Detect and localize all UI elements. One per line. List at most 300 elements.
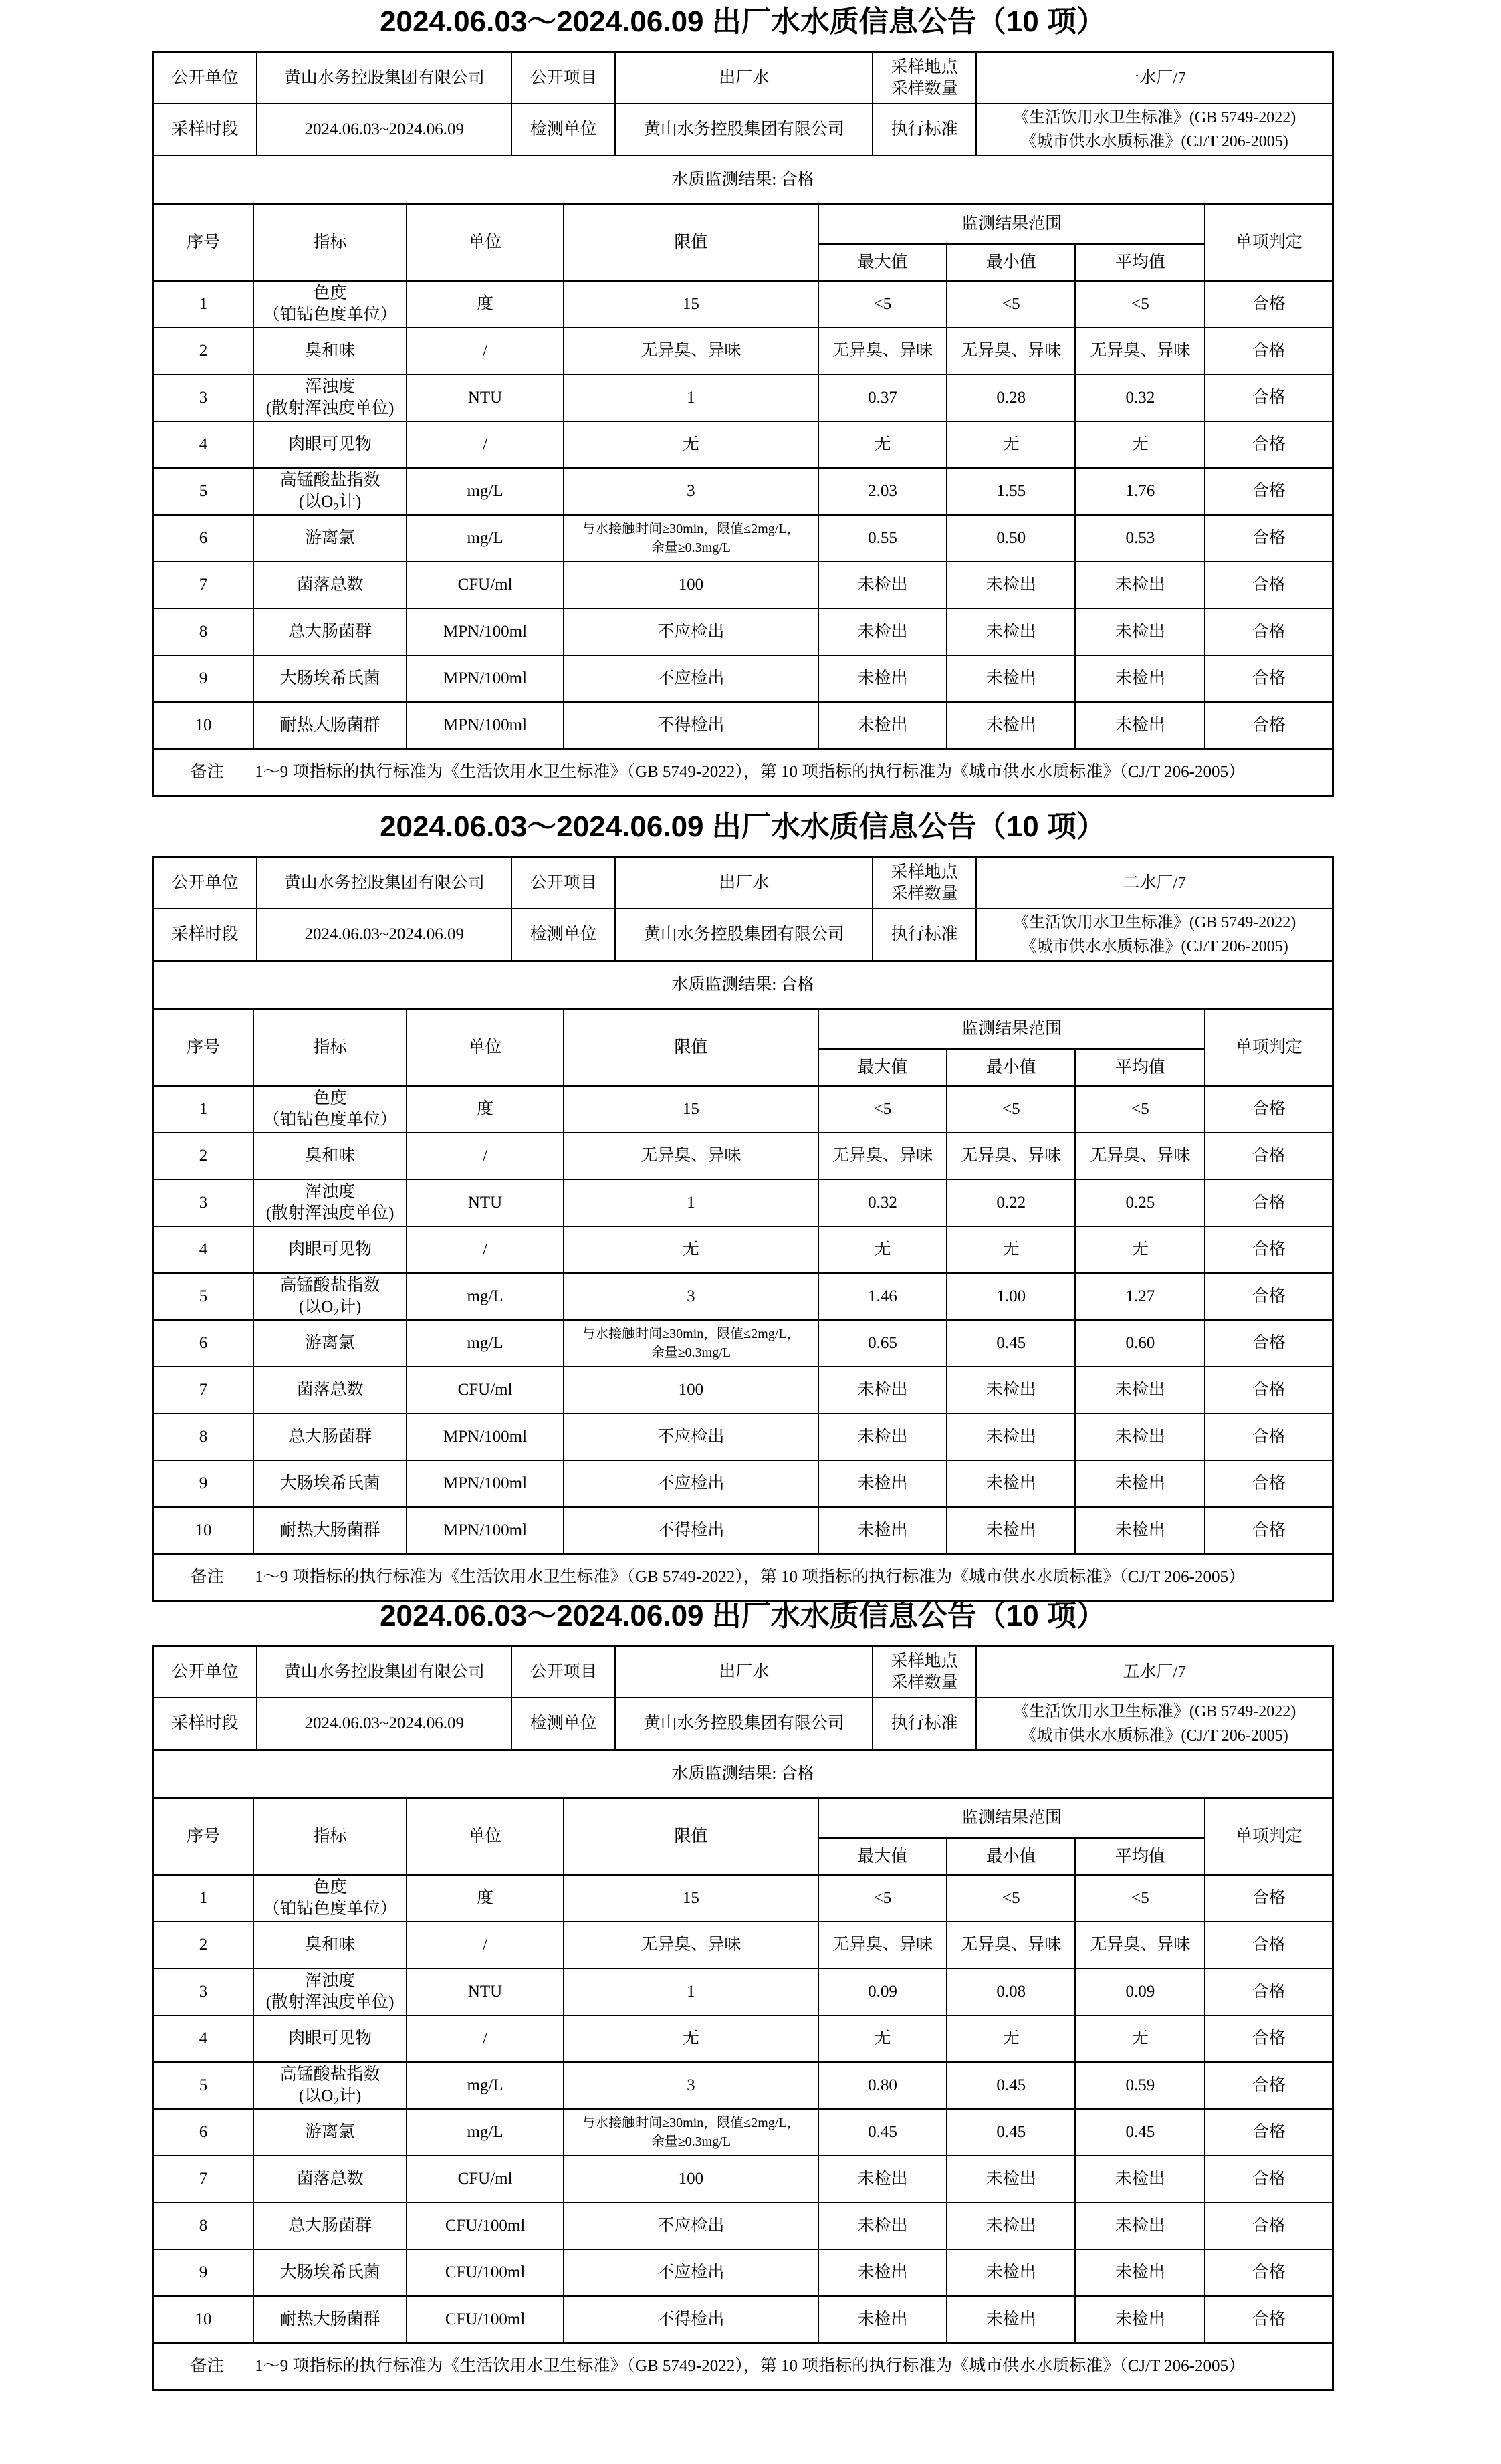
cell-min: 未检出 — [947, 2203, 1075, 2249]
value-public-project: 出厂水 — [615, 52, 873, 104]
cell-avg: 0.09 — [1075, 1969, 1205, 2015]
col-header-limit: 限值 — [564, 204, 818, 281]
cell-max: 未检出 — [818, 1507, 947, 1554]
cell-limit — [564, 1875, 818, 1922]
cell-min: 0.28 — [947, 374, 1075, 421]
cell-verdict: 合格 — [1205, 1273, 1333, 1320]
indicator-line-1: 色度 — [313, 1878, 347, 1896]
cell-no: 10 — [153, 1507, 253, 1554]
cell-no: 8 — [153, 2203, 253, 2249]
indicator-line-1: 游离氯 — [305, 2123, 356, 2141]
table-row — [153, 1414, 1333, 1460]
limit-line-1: 与水接触时间≥30min，限值≤2mg/L， — [582, 522, 800, 536]
remark-text: 1～9 项指标的执行标准为《生活饮用水卫生标准》（GB 5749-2022），第 10 项指标的执行标准为《城市供水水质标准》（CJ/T 206-2005） — [255, 2357, 1245, 2376]
cell-unit: 度 — [407, 1086, 564, 1133]
cell-limit — [564, 2203, 818, 2249]
value-sampling-site-count: 一水厂/7 — [976, 52, 1333, 104]
limit-line-1: 不应检出 — [657, 623, 725, 641]
cell-no: 5 — [153, 468, 253, 515]
cell-indicator — [253, 2109, 407, 2156]
cell-limit — [564, 281, 818, 328]
col-header-unit: 单位 — [407, 204, 564, 281]
cell-verdict: 合格 — [1205, 281, 1333, 328]
cell-verdict: 合格 — [1205, 1875, 1333, 1922]
table-row — [153, 1226, 1333, 1273]
cell-min: <5 — [947, 281, 1075, 328]
cell-limit — [564, 1133, 818, 1180]
water-quality-announcement-block — [152, 1597, 1334, 2391]
cell-limit — [564, 702, 818, 749]
indicator-line-1: 肉眼可见物 — [288, 2029, 372, 2047]
limit-line-1: 无异臭、异味 — [641, 1936, 741, 1954]
cell-no: 6 — [153, 1320, 253, 1367]
result-row — [153, 156, 1333, 204]
cell-no: 9 — [153, 655, 253, 702]
cell-max: 未检出 — [818, 2203, 947, 2249]
cell-indicator — [253, 2296, 407, 2343]
col-header-verdict: 单项判定 — [1205, 1798, 1333, 1875]
remark-cell — [153, 1554, 1333, 1601]
cell-min: 未检出 — [947, 608, 1075, 655]
cell-indicator — [253, 374, 407, 421]
table-row — [153, 2015, 1333, 2062]
cell-min: 0.50 — [947, 515, 1075, 562]
info-table — [152, 51, 1333, 156]
col-header-no: 序号 — [153, 1009, 253, 1086]
indicator-line-1: 浑浊度 — [305, 378, 356, 396]
cell-verdict: 合格 — [1205, 328, 1333, 374]
cell-unit: / — [407, 1226, 564, 1273]
cell-min: 未检出 — [947, 1460, 1075, 1507]
table-row — [153, 1086, 1333, 1133]
cell-unit: MPN/100ml — [407, 1414, 564, 1460]
limit-line-1: 3 — [687, 482, 695, 500]
table-row — [153, 2249, 1333, 2296]
cell-no: 2 — [153, 1133, 253, 1180]
cell-no: 9 — [153, 1460, 253, 1507]
col-header-no: 序号 — [153, 1798, 253, 1875]
cell-max: <5 — [818, 281, 947, 328]
cell-indicator — [253, 1226, 407, 1273]
remark-row — [153, 749, 1333, 796]
info-row-2 — [153, 104, 1333, 156]
col-header-min: 最小值 — [947, 1049, 1075, 1086]
label-test-unit: 检测单位 — [511, 1698, 615, 1750]
cell-limit — [564, 468, 818, 515]
cell-max: 2.03 — [818, 468, 947, 515]
cell-unit: / — [407, 2015, 564, 2062]
cell-verdict: 合格 — [1205, 2109, 1333, 2156]
indicator-line-2: (以O₂计) — [298, 2087, 362, 2105]
cell-indicator — [253, 2203, 407, 2249]
cell-verdict: 合格 — [1205, 2015, 1333, 2062]
col-header-max: 最大值 — [818, 1049, 947, 1086]
quality-table — [152, 203, 1333, 796]
cell-min: 未检出 — [947, 2249, 1075, 2296]
standard-line-2: 《城市供水水质标准》(CJ/T 206-2005) — [1020, 133, 1288, 150]
sampling-site-label: 采样地点 — [891, 58, 958, 76]
cell-max: 0.37 — [818, 374, 947, 421]
col-header-limit: 限值 — [564, 1009, 818, 1086]
cell-verdict: 合格 — [1205, 2296, 1333, 2343]
limit-line-1: 不得检出 — [657, 1521, 725, 1539]
page-title: 2024.06.03～2024.06.09 出厂水水质信息公告（10 项） — [380, 1599, 1106, 1632]
result-banner: 水质监测结果: 合格 — [153, 1750, 1333, 1798]
cell-limit — [564, 562, 818, 608]
table-row — [153, 1180, 1333, 1226]
cell-verdict: 合格 — [1205, 2062, 1333, 2109]
col-header-min: 最小值 — [947, 244, 1075, 281]
cell-avg: 0.53 — [1075, 515, 1205, 562]
label-test-unit: 检测单位 — [511, 104, 615, 156]
cell-max: 未检出 — [818, 702, 947, 749]
cell-no: 2 — [153, 328, 253, 374]
cell-unit: / — [407, 328, 564, 374]
cell-no: 10 — [153, 702, 253, 749]
indicator-line-1: 游离氯 — [305, 529, 356, 547]
label-public-unit: 公开单位 — [153, 1646, 257, 1698]
cell-unit: mg/L — [407, 468, 564, 515]
cell-unit: NTU — [407, 1969, 564, 2015]
value-exec-standard — [976, 909, 1333, 961]
sampling-count-label: 采样数量 — [891, 79, 958, 98]
cell-avg: 未检出 — [1075, 655, 1205, 702]
cell-avg: 1.27 — [1075, 1273, 1205, 1320]
cell-max: <5 — [818, 1086, 947, 1133]
table-row — [153, 1875, 1333, 1922]
cell-unit: 度 — [407, 281, 564, 328]
col-header-verdict: 单项判定 — [1205, 1009, 1333, 1086]
col-header-result-range: 监测结果范围 — [818, 204, 1205, 244]
result-row — [153, 1750, 1333, 1798]
cell-max: 未检出 — [818, 2249, 947, 2296]
indicator-line-2: （铂钴色度单位） — [263, 1900, 397, 1918]
cell-min: 0.45 — [947, 2109, 1075, 2156]
cell-unit: MPN/100ml — [407, 1460, 564, 1507]
col-header-indicator: 指标 — [253, 1798, 407, 1875]
cell-verdict: 合格 — [1205, 2156, 1333, 2203]
cell-avg: 0.59 — [1075, 2062, 1205, 2109]
cell-indicator — [253, 1320, 407, 1367]
cell-limit — [564, 1320, 818, 1367]
indicator-line-2: (以O₂计) — [298, 493, 362, 511]
cell-max: 无异臭、异味 — [818, 328, 947, 374]
col-header-avg: 平均值 — [1075, 1049, 1205, 1086]
sampling-site-label: 采样地点 — [891, 863, 958, 881]
result-table — [152, 155, 1333, 205]
indicator-line-1: 菌落总数 — [296, 1381, 364, 1399]
cell-no: 2 — [153, 1922, 253, 1969]
indicator-line-2: （铂钴色度单位） — [263, 1111, 397, 1129]
limit-line-1: 不应检出 — [657, 669, 725, 687]
table-row — [153, 2203, 1333, 2249]
cell-avg: 未检出 — [1075, 1507, 1205, 1554]
cell-indicator — [253, 1969, 407, 2015]
cell-indicator — [253, 2249, 407, 2296]
limit-line-1: 100 — [678, 1381, 704, 1399]
indicator-line-2: (散射浑浊度单位) — [265, 1204, 394, 1222]
indicator-line-1: 肉眼可见物 — [288, 1240, 372, 1258]
cell-no: 8 — [153, 1414, 253, 1460]
cell-unit: mg/L — [407, 2109, 564, 2156]
limit-line-1: 无 — [682, 435, 699, 453]
col-header-unit: 单位 — [407, 1798, 564, 1875]
cell-max: 未检出 — [818, 608, 947, 655]
cell-verdict: 合格 — [1205, 1367, 1333, 1414]
table-row — [153, 1273, 1333, 1320]
cell-max: 无 — [818, 1226, 947, 1273]
indicator-line-1: 菌落总数 — [296, 576, 364, 594]
cell-indicator — [253, 562, 407, 608]
col-header-max: 最大值 — [818, 244, 947, 281]
limit-line-1: 无 — [682, 2029, 699, 2047]
cell-indicator — [253, 1460, 407, 1507]
cell-limit — [564, 2109, 818, 2156]
label-sampling-period: 采样时段 — [153, 909, 257, 961]
cell-indicator — [253, 1922, 407, 1969]
limit-line-1: 1 — [687, 1194, 695, 1212]
cell-verdict: 合格 — [1205, 374, 1333, 421]
cell-indicator — [253, 2062, 407, 2109]
cell-limit — [564, 1507, 818, 1554]
table-row — [153, 2296, 1333, 2343]
label-sampling-site-count — [873, 857, 976, 909]
cell-max: 未检出 — [818, 655, 947, 702]
cell-avg: 无 — [1075, 421, 1205, 468]
table-row — [153, 702, 1333, 749]
info-table — [152, 1646, 1333, 1751]
cell-min: 0.45 — [947, 2062, 1075, 2109]
cell-no: 3 — [153, 374, 253, 421]
cell-max: 未检出 — [818, 1460, 947, 1507]
col-header-limit: 限值 — [564, 1798, 818, 1875]
cell-avg: 未检出 — [1075, 2156, 1205, 2203]
cell-indicator — [253, 515, 407, 562]
value-exec-standard — [976, 104, 1333, 156]
value-sampling-site-count: 五水厂/7 — [976, 1646, 1333, 1698]
col-header-result-range: 监测结果范围 — [818, 1009, 1205, 1049]
cell-limit — [564, 2015, 818, 2062]
value-test-unit: 黄山水务控股集团有限公司 — [615, 1698, 873, 1750]
cell-limit — [564, 1273, 818, 1320]
limit-line-1: 与水接触时间≥30min，限值≤2mg/L， — [582, 2116, 800, 2130]
limit-line-1: 无异臭、异味 — [641, 1147, 741, 1165]
col-header-indicator: 指标 — [253, 1009, 407, 1086]
cell-limit — [564, 2062, 818, 2109]
indicator-line-1: 臭和味 — [305, 1936, 356, 1954]
cell-indicator — [253, 1086, 407, 1133]
value-public-project: 出厂水 — [615, 1646, 873, 1698]
col-header-avg: 平均值 — [1075, 1838, 1205, 1875]
cell-verdict: 合格 — [1205, 1086, 1333, 1133]
cell-unit: NTU — [407, 1180, 564, 1226]
cell-unit: CFU/ml — [407, 2156, 564, 2203]
cell-min: 无异臭、异味 — [947, 1133, 1075, 1180]
cell-avg: 0.25 — [1075, 1180, 1205, 1226]
value-public-unit: 黄山水务控股集团有限公司 — [257, 52, 511, 104]
cell-unit: CFU/ml — [407, 562, 564, 608]
value-test-unit: 黄山水务控股集团有限公司 — [615, 104, 873, 156]
indicator-line-2: （铂钴色度单位） — [263, 306, 397, 324]
cell-no: 7 — [153, 562, 253, 608]
cell-avg: 未检出 — [1075, 1367, 1205, 1414]
limit-line-1: 3 — [687, 2076, 695, 2094]
indicator-line-1: 色度 — [313, 284, 347, 302]
cell-verdict: 合格 — [1205, 608, 1333, 655]
indicator-line-1: 高锰酸盐指数 — [279, 2065, 380, 2084]
cell-indicator — [253, 328, 407, 374]
value-public-project: 出厂水 — [615, 857, 873, 909]
cell-avg: 未检出 — [1075, 608, 1205, 655]
cell-avg: 0.45 — [1075, 2109, 1205, 2156]
limit-line-1: 15 — [682, 1889, 699, 1907]
cell-no: 1 — [153, 1086, 253, 1133]
cell-verdict: 合格 — [1205, 702, 1333, 749]
remark-row — [153, 1554, 1333, 1601]
indicator-line-2: (散射浑浊度单位) — [265, 399, 394, 417]
label-exec-standard: 执行标准 — [873, 909, 976, 961]
cell-max: 无异臭、异味 — [818, 1922, 947, 1969]
indicator-line-1: 游离氯 — [305, 1334, 356, 1352]
cell-limit — [564, 1226, 818, 1273]
standard-line-1: 《生活饮用水卫生标准》(GB 5749-2022) — [1012, 1703, 1296, 1720]
limit-line-2: 余量≥0.3mg/L — [651, 2134, 731, 2149]
table-row — [153, 1922, 1333, 1969]
header-row-top — [153, 1798, 1333, 1838]
cell-limit — [564, 1367, 818, 1414]
label-exec-standard: 执行标准 — [873, 104, 976, 156]
cell-min: 未检出 — [947, 655, 1075, 702]
sampling-count-label: 采样数量 — [891, 1673, 958, 1692]
cell-no: 6 — [153, 515, 253, 562]
cell-verdict: 合格 — [1205, 421, 1333, 468]
cell-indicator — [253, 1414, 407, 1460]
cell-unit: mg/L — [407, 1273, 564, 1320]
cell-avg: 未检出 — [1075, 702, 1205, 749]
cell-no: 4 — [153, 421, 253, 468]
table-row — [153, 1133, 1333, 1180]
cell-avg: 无 — [1075, 1226, 1205, 1273]
cell-verdict: 合格 — [1205, 1180, 1333, 1226]
cell-verdict: 合格 — [1205, 1414, 1333, 1460]
cell-min: 0.08 — [947, 1969, 1075, 2015]
cell-max: 无 — [818, 2015, 947, 2062]
cell-unit: NTU — [407, 374, 564, 421]
cell-verdict: 合格 — [1205, 1320, 1333, 1367]
cell-limit — [564, 2156, 818, 2203]
cell-min: 无 — [947, 421, 1075, 468]
cell-no: 10 — [153, 2296, 253, 2343]
info-row-2 — [153, 909, 1333, 961]
cell-indicator — [253, 1507, 407, 1554]
cell-avg: 无异臭、异味 — [1075, 328, 1205, 374]
value-sampling-period: 2024.06.03~2024.06.09 — [257, 1698, 511, 1750]
table-row — [153, 655, 1333, 702]
table-row — [153, 562, 1333, 608]
cell-limit — [564, 2249, 818, 2296]
water-quality-announcement-block — [152, 808, 1334, 1602]
label-sampling-period: 采样时段 — [153, 104, 257, 156]
cell-max: 0.80 — [818, 2062, 947, 2109]
limit-line-1: 不得检出 — [657, 716, 725, 734]
indicator-line-2: (以O₂计) — [298, 1298, 362, 1316]
info-row-2 — [153, 1698, 1333, 1750]
cell-unit: MPN/100ml — [407, 608, 564, 655]
cell-verdict: 合格 — [1205, 562, 1333, 608]
cell-no: 3 — [153, 1180, 253, 1226]
table-row — [153, 281, 1333, 328]
col-header-no: 序号 — [153, 204, 253, 281]
cell-verdict: 合格 — [1205, 468, 1333, 515]
cell-max: 0.09 — [818, 1969, 947, 2015]
limit-line-1: 1 — [687, 388, 695, 407]
limit-line-2: 余量≥0.3mg/L — [651, 540, 731, 555]
cell-avg: 未检出 — [1075, 562, 1205, 608]
label-public-project: 公开项目 — [511, 1646, 615, 1698]
cell-avg: 未检出 — [1075, 2296, 1205, 2343]
cell-no: 1 — [153, 281, 253, 328]
indicator-line-1: 高锰酸盐指数 — [279, 471, 380, 489]
cell-max: 未检出 — [818, 2156, 947, 2203]
cell-min: 1.00 — [947, 1273, 1075, 1320]
cell-unit: mg/L — [407, 515, 564, 562]
label-public-unit: 公开单位 — [153, 857, 257, 909]
cell-min: 未检出 — [947, 562, 1075, 608]
label-sampling-period: 采样时段 — [153, 1698, 257, 1750]
col-header-verdict: 单项判定 — [1205, 204, 1333, 281]
cell-no: 5 — [153, 1273, 253, 1320]
limit-line-1: 不应检出 — [657, 1474, 725, 1492]
cell-indicator — [253, 2015, 407, 2062]
cell-limit — [564, 328, 818, 374]
indicator-line-1: 菌落总数 — [296, 2170, 364, 2188]
cell-max: 无 — [818, 421, 947, 468]
indicator-line-1: 耐热大肠菌群 — [279, 716, 380, 734]
cell-no: 5 — [153, 2062, 253, 2109]
cell-verdict: 合格 — [1205, 1922, 1333, 1969]
cell-unit: CFU/ml — [407, 1367, 564, 1414]
limit-line-1: 无 — [682, 1240, 699, 1258]
cell-limit — [564, 1180, 818, 1226]
cell-no: 4 — [153, 2015, 253, 2062]
page-title: 2024.06.03～2024.06.09 出厂水水质信息公告（10 项） — [380, 810, 1106, 843]
cell-avg: <5 — [1075, 1086, 1205, 1133]
cell-max: 1.46 — [818, 1273, 947, 1320]
cell-min: <5 — [947, 1875, 1075, 1922]
cell-indicator — [253, 1180, 407, 1226]
col-header-avg: 平均值 — [1075, 244, 1205, 281]
value-sampling-period: 2024.06.03~2024.06.09 — [257, 104, 511, 156]
limit-line-1: 100 — [678, 576, 704, 594]
table-row — [153, 515, 1333, 562]
table-frame — [152, 856, 1334, 1602]
cell-min: 未检出 — [947, 1414, 1075, 1460]
label-exec-standard: 执行标准 — [873, 1698, 976, 1750]
cell-indicator — [253, 281, 407, 328]
cell-verdict: 合格 — [1205, 655, 1333, 702]
cell-min: 未检出 — [947, 2296, 1075, 2343]
cell-max: <5 — [818, 1875, 947, 1922]
cell-no: 8 — [153, 608, 253, 655]
cell-unit: / — [407, 1922, 564, 1969]
standard-line-1: 《生活饮用水卫生标准》(GB 5749-2022) — [1012, 109, 1296, 126]
cell-verdict: 合格 — [1205, 1460, 1333, 1507]
cell-avg: <5 — [1075, 1875, 1205, 1922]
indicator-line-1: 浑浊度 — [305, 1183, 356, 1201]
cell-min: 0.22 — [947, 1180, 1075, 1226]
label-sampling-site-count — [873, 1646, 976, 1698]
indicator-line-2: (散射浑浊度单位) — [265, 1993, 394, 2011]
